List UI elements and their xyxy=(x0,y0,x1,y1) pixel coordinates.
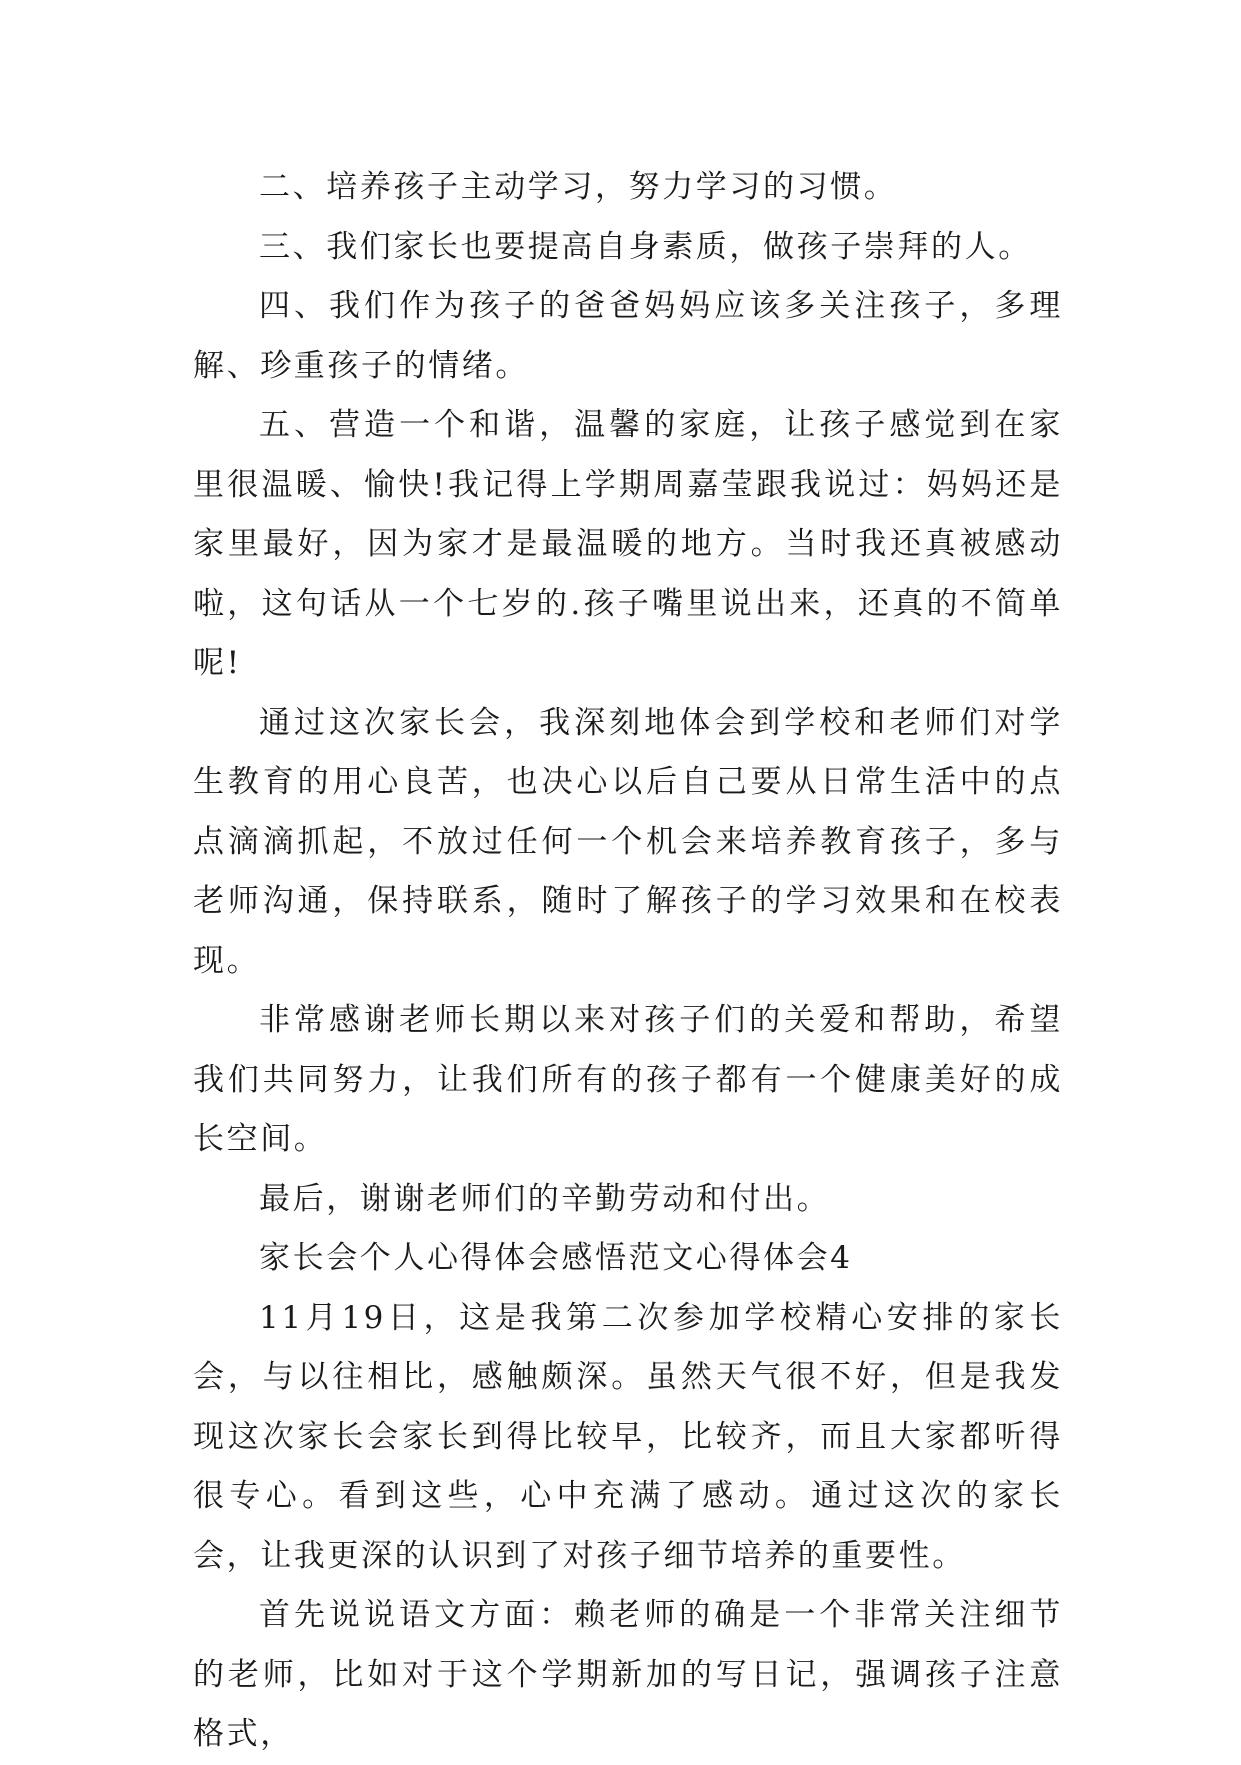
document-body xyxy=(193,158,1063,1765)
paragraph-parent-quality: 三、我们家长也要提高自身素质，做孩子崇拜的人。 xyxy=(259,228,1032,265)
paragraph-reflection: 通过这次家长会，我深刻地体会到学校和老师们对学生教育的用心良苦，也决心以后自己要从日常生活中的点点滴滴抓起，不放过任何一个机会来培养教育孩子，多与老师沟通，保持联系，随时了解孩子的学习效果和在校表现。 xyxy=(193,704,1063,979)
paragraph-closing: 最后，谢谢老师们的辛勤劳动和付出。 xyxy=(259,1180,831,1217)
section-heading: 家长会个人心得体会感悟范文心得体会4 xyxy=(259,1240,853,1276)
paragraph-chinese-class: 首先说说语文方面：赖老师的确是一个非常关注细节的老师，比如对于这个学期新加的写日记，强调孩子注意格式， xyxy=(193,1597,1063,1752)
paragraph-attention: 四、我们作为孩子的爸爸妈妈应该多关注孩子，多理解、珍重孩子的情绪。 xyxy=(193,288,1063,384)
paragraph-thanks: 非常感谢老师长期以来对孩子们的关爱和帮助，希望我们共同努力，让我们所有的孩子都有一个健康美好的成长空间。 xyxy=(193,1002,1063,1157)
paragraph-habit: 二、培养孩子主动学习，努力学习的习惯。 xyxy=(259,169,898,205)
paragraph-family: 五、营造一个和谐，温馨的家庭，让孩子感觉到在家里很温暖、愉快!我记得上学期周嘉莹跟我说过：妈妈还是家里最好，因为家才是最温暖的地方。当时我还真被感动啦，这句话从一个七岁的.孩子嘴里说出来，还真的不简单呢! xyxy=(193,407,1063,681)
paragraph-meeting: 11月19日，这是我第二次参加学校精心安排的家长会，与以往相比，感触颇深。虽然天气很不好，但是我发现这次家长会家长到得比较早，比较齐，而且大家都听得很专心。看到这些，心中充满了感动。通过这次的家长会，让我更深的认识到了对孩子细节培养的重要性。 xyxy=(193,1299,1063,1574)
